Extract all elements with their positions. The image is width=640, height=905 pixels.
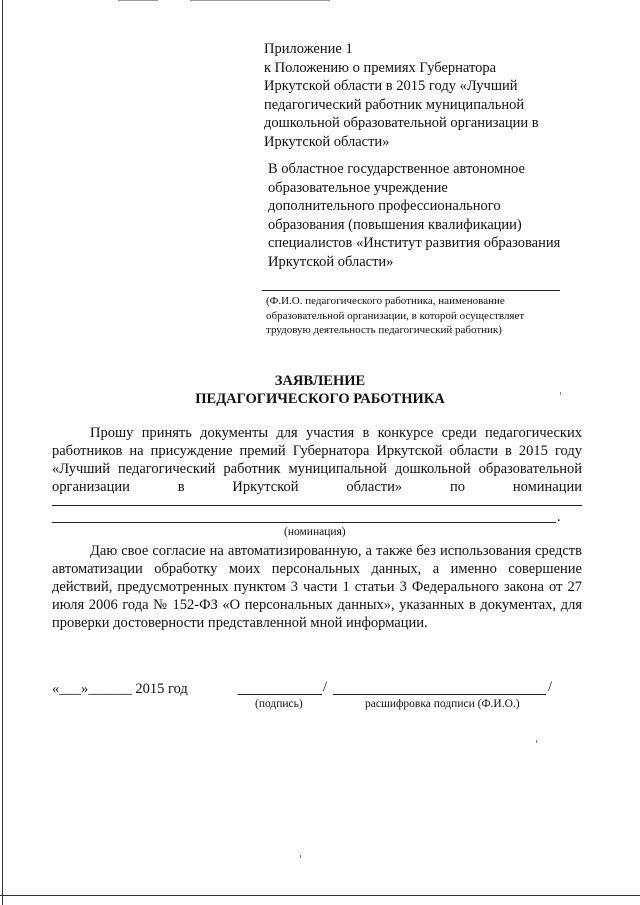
scan-speck <box>536 740 537 743</box>
scan-mark <box>190 0 330 1</box>
nomination-line-end: . <box>557 509 561 525</box>
annex-header: Приложение 1 к Положению о премиях Губернатора Иркутской области в 2015 году «Лучший педагогический работник муниципальной дошкольной образовательной организации в Иркутской области» <box>264 41 539 150</box>
fio-line <box>262 290 560 291</box>
fio-caption: (Ф.И.О. педагогического работника, наименование образовательной организации, в которой осуществляет трудовую деятельность педагогический работник) <box>266 295 525 336</box>
nomination-caption: (номинация) <box>284 526 346 538</box>
scan-border-left <box>2 0 3 905</box>
request-paragraph: Прошу принять документы для участия в конкурсе среди педагогических работников на присуждение премий Губернатора Иркутской области в 2015 году «Лучший педагогический работник муниципальной дошкольной образовательной организации в Иркутской области» по номинации <box>52 425 582 495</box>
nomination-line-1 <box>52 505 582 506</box>
signature-caption: (подпись) <box>255 698 303 710</box>
addressee-block: В областное государственное автономное образовательное учреждение дополнительного профессионального образования (повышения квалификации) специалистов «Институт развития образования Иркутской области» <box>268 161 561 270</box>
nomination-line-2 <box>52 522 556 523</box>
date-field: «___»______ 2015 год <box>52 681 188 697</box>
decoding-caption: расшифровка подписи (Ф.И.О.) <box>365 698 520 710</box>
scan-mark <box>118 0 158 1</box>
scan-speck <box>300 855 301 858</box>
decoding-slash: / <box>548 679 553 695</box>
document-title: ЗАЯВЛЕНИЕ ПЕДАГОГИЧЕСКОГО РАБОТНИКА <box>195 373 445 407</box>
decoding-line <box>333 694 546 695</box>
signature-slash: / <box>323 679 328 695</box>
scan-border-bottom <box>0 895 640 896</box>
signature-line <box>238 694 322 695</box>
scan-speck <box>560 392 561 395</box>
consent-paragraph: Даю свое согласие на автоматизированную, а также без использования средств автоматизации обработку моих персональных данных, а именно совершение действий, предусмотренных пунктом 3 части 1 статьи 3 Федерального закона от 27 июля 2006 года № 152-ФЗ «О персональных данных», указанных в документах, для проверки достоверности представленной мной информации. <box>52 543 582 631</box>
